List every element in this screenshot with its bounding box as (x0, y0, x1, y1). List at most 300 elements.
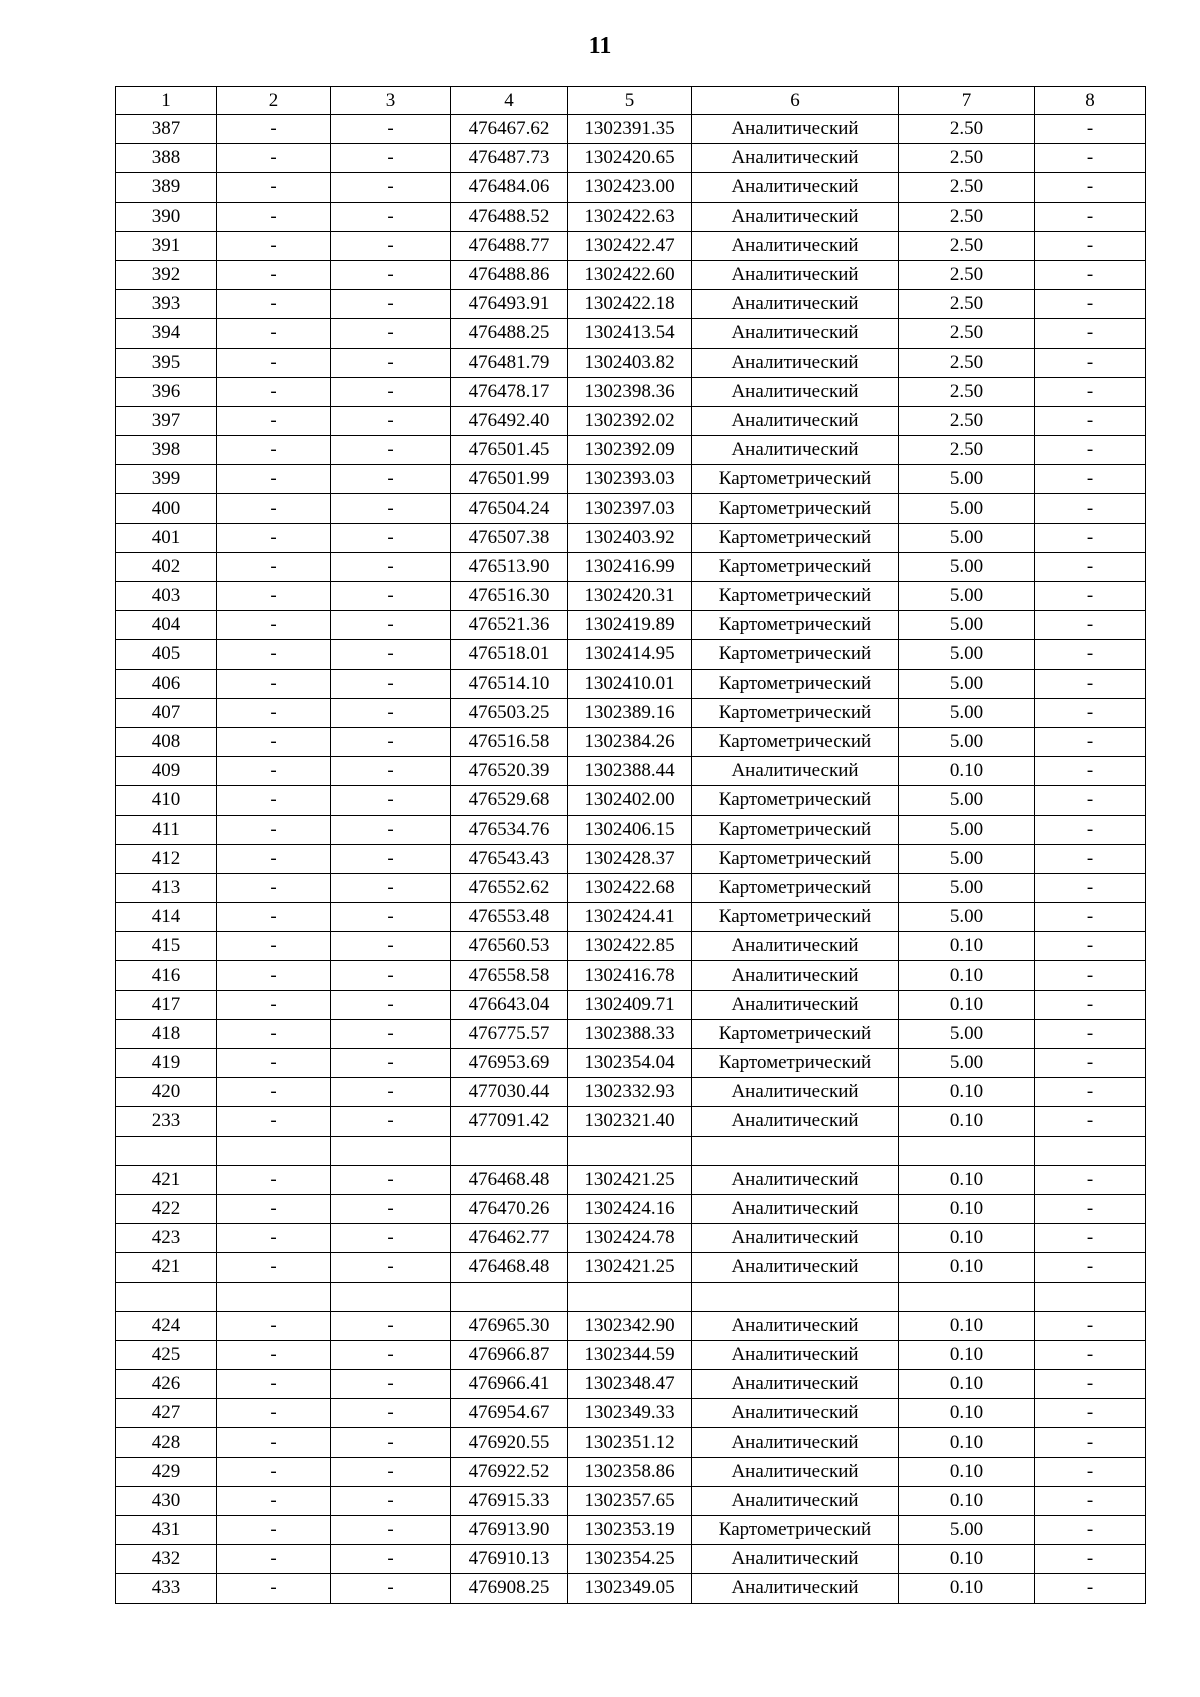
table-cell: Картометрический (692, 786, 899, 815)
table-cell: Картометрический (692, 815, 899, 844)
table-cell: 391 (116, 231, 217, 260)
table-cell (331, 1282, 451, 1311)
table-cell: - (331, 1165, 451, 1194)
table-cell: - (331, 1311, 451, 1340)
table-cell: - (331, 231, 451, 260)
coordinates-table (115, 86, 1146, 1604)
table-cell: - (217, 727, 331, 756)
table-cell: Аналитический (692, 1457, 899, 1486)
table-cell: 5.00 (899, 552, 1035, 581)
table-cell: Аналитический (692, 1428, 899, 1457)
table-cell: - (1035, 1370, 1146, 1399)
table-cell: - (1035, 903, 1146, 932)
table-cell: - (331, 144, 451, 173)
table-cell: - (1035, 406, 1146, 435)
table-cell: 418 (116, 1019, 217, 1048)
table-cell: - (217, 757, 331, 786)
table-row (116, 1078, 1146, 1107)
table-cell: 421 (116, 1165, 217, 1194)
table-cell: 476484.06 (451, 173, 568, 202)
table-cell: - (331, 757, 451, 786)
table-cell: 396 (116, 377, 217, 406)
table-cell: 2.50 (899, 231, 1035, 260)
table-cell: 432 (116, 1545, 217, 1574)
table-cell: 1302422.85 (568, 932, 692, 961)
table-cell: 430 (116, 1486, 217, 1515)
table-cell: 476910.13 (451, 1545, 568, 1574)
column-header: 6 (692, 87, 899, 115)
table-cell: - (217, 1019, 331, 1048)
table-cell (568, 1282, 692, 1311)
table-cell: 2.50 (899, 115, 1035, 144)
table-cell: - (217, 1165, 331, 1194)
table-cell: - (1035, 1486, 1146, 1515)
table-cell: - (331, 873, 451, 902)
table-cell: 1302357.65 (568, 1486, 692, 1515)
table-cell: - (217, 932, 331, 961)
table-cell: 476470.26 (451, 1194, 568, 1223)
table-cell: - (217, 377, 331, 406)
table-row (116, 436, 1146, 465)
table-cell: 2.50 (899, 173, 1035, 202)
table-cell: - (1035, 523, 1146, 552)
table-cell: 1302388.44 (568, 757, 692, 786)
table-cell: 1302428.37 (568, 844, 692, 873)
table-cell: 401 (116, 523, 217, 552)
table-cell: - (331, 348, 451, 377)
table-row (116, 202, 1146, 231)
table-cell: - (331, 815, 451, 844)
table-cell: 1302424.78 (568, 1224, 692, 1253)
table-cell: 476501.45 (451, 436, 568, 465)
table-row (116, 1019, 1146, 1048)
table-cell: 407 (116, 698, 217, 727)
table-row (116, 961, 1146, 990)
table-cell: 2.50 (899, 377, 1035, 406)
table-cell: 476516.58 (451, 727, 568, 756)
table-cell: - (1035, 1194, 1146, 1223)
table-row (116, 1107, 1146, 1136)
table-cell: - (217, 873, 331, 902)
table-cell: Картометрический (692, 669, 899, 698)
table-cell: 476775.57 (451, 1019, 568, 1048)
table-cell: 1302358.86 (568, 1457, 692, 1486)
table-cell: 393 (116, 290, 217, 319)
table-cell: 2.50 (899, 406, 1035, 435)
table-cell: 476915.33 (451, 1486, 568, 1515)
table-cell: - (331, 698, 451, 727)
table-cell: - (331, 260, 451, 289)
table-cell: Аналитический (692, 231, 899, 260)
table-cell: - (1035, 757, 1146, 786)
table-cell: 0.10 (899, 1457, 1035, 1486)
table-cell (692, 1282, 899, 1311)
table-cell: 422 (116, 1194, 217, 1223)
table-cell: 5.00 (899, 1019, 1035, 1048)
table-cell: 1302353.19 (568, 1516, 692, 1545)
table-cell: - (1035, 1516, 1146, 1545)
table-cell: - (1035, 1428, 1146, 1457)
table-cell: 476520.39 (451, 757, 568, 786)
table-cell: - (331, 406, 451, 435)
table-cell (1035, 1136, 1146, 1165)
table-cell (331, 1136, 451, 1165)
table-cell: Аналитический (692, 1486, 899, 1515)
table-cell: 476922.52 (451, 1457, 568, 1486)
table-cell: 0.10 (899, 990, 1035, 1019)
table-cell: - (1035, 669, 1146, 698)
table-cell: - (331, 844, 451, 873)
header-row (116, 87, 1146, 115)
table-cell: - (331, 523, 451, 552)
table-cell: - (217, 698, 331, 727)
table-cell: - (217, 348, 331, 377)
table-cell: 476478.17 (451, 377, 568, 406)
table-cell: 1302344.59 (568, 1340, 692, 1369)
table-cell: - (1035, 1399, 1146, 1428)
table-cell: 428 (116, 1428, 217, 1457)
table-cell: Аналитический (692, 1107, 899, 1136)
table-cell: - (331, 932, 451, 961)
table-cell: - (217, 523, 331, 552)
table-cell: - (217, 406, 331, 435)
table-cell: - (331, 640, 451, 669)
table-cell: 476913.90 (451, 1516, 568, 1545)
table-cell: 1302416.99 (568, 552, 692, 581)
table-cell: 476501.99 (451, 465, 568, 494)
table-cell: 5.00 (899, 815, 1035, 844)
table-cell: - (1035, 465, 1146, 494)
table-cell: Аналитический (692, 932, 899, 961)
table-cell: 5.00 (899, 1049, 1035, 1078)
table-cell: 408 (116, 727, 217, 756)
table-cell: 2.50 (899, 319, 1035, 348)
table-cell: 1302392.09 (568, 436, 692, 465)
table-row (116, 231, 1146, 260)
table-cell: Картометрический (692, 1049, 899, 1078)
table-cell: - (1035, 377, 1146, 406)
table-cell: 0.10 (899, 1253, 1035, 1282)
table-cell: 0.10 (899, 1545, 1035, 1574)
table-cell: - (331, 611, 451, 640)
table-row (116, 698, 1146, 727)
table-cell: - (217, 115, 331, 144)
table-cell: 476467.62 (451, 115, 568, 144)
table-cell: - (1035, 231, 1146, 260)
table-cell: 476468.48 (451, 1165, 568, 1194)
table-cell: - (1035, 1457, 1146, 1486)
table-cell: - (1035, 1019, 1146, 1048)
table-cell (217, 1282, 331, 1311)
column-header: 3 (331, 87, 451, 115)
table-cell: 2.50 (899, 144, 1035, 173)
table-cell: Картометрический (692, 1516, 899, 1545)
table-cell: - (217, 319, 331, 348)
table-row (116, 290, 1146, 319)
table-cell: 0.10 (899, 1078, 1035, 1107)
table-row (116, 1253, 1146, 1282)
table-cell: 1302354.25 (568, 1545, 692, 1574)
table-cell: - (331, 1486, 451, 1515)
table-cell: 1302392.02 (568, 406, 692, 435)
table-cell: - (1035, 1049, 1146, 1078)
table-cell: Аналитический (692, 1574, 899, 1603)
table-row (116, 815, 1146, 844)
table-cell: 400 (116, 494, 217, 523)
table-cell: - (331, 494, 451, 523)
table-cell: Картометрический (692, 698, 899, 727)
table-cell: 394 (116, 319, 217, 348)
table-row (116, 406, 1146, 435)
table-cell: - (1035, 786, 1146, 815)
table-cell: 476488.52 (451, 202, 568, 231)
table-cell: Картометрический (692, 494, 899, 523)
table-row (116, 1516, 1146, 1545)
table-cell: - (331, 1224, 451, 1253)
table-cell: 424 (116, 1311, 217, 1340)
table-cell: - (217, 582, 331, 611)
table-cell: 476468.48 (451, 1253, 568, 1282)
table-cell: - (331, 1370, 451, 1399)
table-cell: - (1035, 1545, 1146, 1574)
table-cell: - (1035, 932, 1146, 961)
table-cell: 416 (116, 961, 217, 990)
table-cell: 476488.86 (451, 260, 568, 289)
table-cell: 419 (116, 1049, 217, 1078)
table-cell: 1302384.26 (568, 727, 692, 756)
table-cell: - (1035, 1574, 1146, 1603)
table-cell: Аналитический (692, 290, 899, 319)
table-row (116, 377, 1146, 406)
column-header: 5 (568, 87, 692, 115)
table-cell: - (217, 1574, 331, 1603)
table-cell: 411 (116, 815, 217, 844)
table-cell: 1302422.18 (568, 290, 692, 319)
table-cell: - (1035, 698, 1146, 727)
table-cell: 476966.87 (451, 1340, 568, 1369)
table-cell: - (331, 1253, 451, 1282)
table-cell: Картометрический (692, 465, 899, 494)
table-cell: 426 (116, 1370, 217, 1399)
table-cell: - (217, 552, 331, 581)
table-cell: 476492.40 (451, 406, 568, 435)
table-cell (899, 1282, 1035, 1311)
table-cell: 410 (116, 786, 217, 815)
table-row (116, 669, 1146, 698)
table-cell: 5.00 (899, 494, 1035, 523)
table-cell: 476643.04 (451, 990, 568, 1019)
table-cell: - (1035, 1165, 1146, 1194)
table-cell: 1302403.92 (568, 523, 692, 552)
table-cell: 476493.91 (451, 290, 568, 319)
table-cell: Аналитический (692, 1253, 899, 1282)
table-cell: - (331, 582, 451, 611)
table-cell (217, 1136, 331, 1165)
table-cell: - (217, 144, 331, 173)
table-row (116, 1194, 1146, 1223)
table-cell: - (217, 290, 331, 319)
table-cell: 1302410.01 (568, 669, 692, 698)
table-cell: - (331, 1078, 451, 1107)
table-cell: - (217, 1545, 331, 1574)
table-cell: 476481.79 (451, 348, 568, 377)
table-cell: - (1035, 494, 1146, 523)
table-row (116, 873, 1146, 902)
table-cell: 477030.44 (451, 1078, 568, 1107)
table-cell: - (1035, 873, 1146, 902)
table-cell: 0.10 (899, 1224, 1035, 1253)
table-row (116, 1399, 1146, 1428)
table-cell: 2.50 (899, 436, 1035, 465)
table-cell: - (331, 1516, 451, 1545)
table-cell: 1302416.78 (568, 961, 692, 990)
table-row (116, 990, 1146, 1019)
table-cell: 0.10 (899, 1370, 1035, 1399)
table-cell: - (331, 465, 451, 494)
table-cell: 389 (116, 173, 217, 202)
table-row (116, 611, 1146, 640)
table-cell: Аналитический (692, 1399, 899, 1428)
table-cell (451, 1282, 568, 1311)
table-cell: 388 (116, 144, 217, 173)
table-cell: 476553.48 (451, 903, 568, 932)
table-cell: - (217, 669, 331, 698)
table-cell (451, 1136, 568, 1165)
table-cell: Картометрический (692, 552, 899, 581)
table-cell: - (217, 1194, 331, 1223)
table-cell: 1302393.03 (568, 465, 692, 494)
column-header: 8 (1035, 87, 1146, 115)
table-row (116, 319, 1146, 348)
table-cell: 425 (116, 1340, 217, 1369)
table-cell: - (1035, 348, 1146, 377)
table-cell: 0.10 (899, 1107, 1035, 1136)
table-cell: - (331, 1428, 451, 1457)
table-cell: - (217, 1399, 331, 1428)
table-cell: Аналитический (692, 757, 899, 786)
table-cell: Аналитический (692, 436, 899, 465)
table-row (116, 786, 1146, 815)
table-cell: 1302419.89 (568, 611, 692, 640)
table-cell: 5.00 (899, 727, 1035, 756)
table-cell: 476529.68 (451, 786, 568, 815)
table-row (116, 1311, 1146, 1340)
table-cell: 1302414.95 (568, 640, 692, 669)
table-cell: 1302391.35 (568, 115, 692, 144)
page-number: 11 (588, 33, 612, 59)
table-cell: Картометрический (692, 1019, 899, 1048)
table-cell (116, 1136, 217, 1165)
table-cell: - (1035, 144, 1146, 173)
table-cell: - (217, 1224, 331, 1253)
table-row (116, 1282, 1146, 1311)
table-cell: 1302421.25 (568, 1165, 692, 1194)
table-cell: 404 (116, 611, 217, 640)
table-row (116, 494, 1146, 523)
table-cell: 0.10 (899, 1194, 1035, 1223)
table-cell: 433 (116, 1574, 217, 1603)
table-cell: - (1035, 1224, 1146, 1253)
table-cell: 5.00 (899, 582, 1035, 611)
table-cell: 406 (116, 669, 217, 698)
table-cell: Аналитический (692, 1340, 899, 1369)
table-body (116, 115, 1146, 1604)
table-cell (116, 1282, 217, 1311)
table-cell: Аналитический (692, 406, 899, 435)
table-cell: - (331, 377, 451, 406)
table-cell: Аналитический (692, 990, 899, 1019)
table-row (116, 465, 1146, 494)
table-cell: 477091.42 (451, 1107, 568, 1136)
table-cell: - (217, 1486, 331, 1515)
table-cell: - (217, 786, 331, 815)
table-cell: - (1035, 1107, 1146, 1136)
table-cell: 476518.01 (451, 640, 568, 669)
table-cell: 402 (116, 552, 217, 581)
table-cell: 476488.25 (451, 319, 568, 348)
table-cell: 429 (116, 1457, 217, 1486)
table-cell: Картометрический (692, 873, 899, 902)
table-cell: 5.00 (899, 698, 1035, 727)
table-cell: 392 (116, 260, 217, 289)
table-cell: 1302424.41 (568, 903, 692, 932)
table-cell: 1302422.47 (568, 231, 692, 260)
table-cell: - (331, 1194, 451, 1223)
table-cell: Аналитический (692, 202, 899, 231)
table-cell: 5.00 (899, 669, 1035, 698)
table-row (116, 932, 1146, 961)
table-cell: - (1035, 582, 1146, 611)
table-cell: 1302424.16 (568, 1194, 692, 1223)
table-cell: 0.10 (899, 932, 1035, 961)
table-cell: - (217, 1107, 331, 1136)
table-cell: 1302342.90 (568, 1311, 692, 1340)
table-cell: Аналитический (692, 1545, 899, 1574)
table-cell: Картометрический (692, 844, 899, 873)
table-cell: 421 (116, 1253, 217, 1282)
table-cell: - (331, 290, 451, 319)
table-cell: - (331, 903, 451, 932)
table-cell: - (1035, 990, 1146, 1019)
table-cell: 1302389.16 (568, 698, 692, 727)
table-cell: Аналитический (692, 319, 899, 348)
table-cell: - (1035, 815, 1146, 844)
table-cell: - (1035, 611, 1146, 640)
table-row (116, 1224, 1146, 1253)
table-cell: 476516.30 (451, 582, 568, 611)
table-cell: 5.00 (899, 611, 1035, 640)
table-cell: 1302421.25 (568, 1253, 692, 1282)
table-cell: 1302349.33 (568, 1399, 692, 1428)
table-cell: Аналитический (692, 348, 899, 377)
table-cell: - (331, 1049, 451, 1078)
table-row (116, 523, 1146, 552)
table-cell: 476488.77 (451, 231, 568, 260)
table-cell: 2.50 (899, 202, 1035, 231)
table-cell: 233 (116, 1107, 217, 1136)
table-cell: - (331, 202, 451, 231)
table-cell: - (217, 1049, 331, 1078)
table-cell: 1302409.71 (568, 990, 692, 1019)
table-cell: - (1035, 436, 1146, 465)
table-cell: 1302398.36 (568, 377, 692, 406)
table-cell: 476965.30 (451, 1311, 568, 1340)
table-cell: 417 (116, 990, 217, 1019)
table-row (116, 348, 1146, 377)
table-cell: 423 (116, 1224, 217, 1253)
table-cell: 1302413.54 (568, 319, 692, 348)
table-cell: 476953.69 (451, 1049, 568, 1078)
